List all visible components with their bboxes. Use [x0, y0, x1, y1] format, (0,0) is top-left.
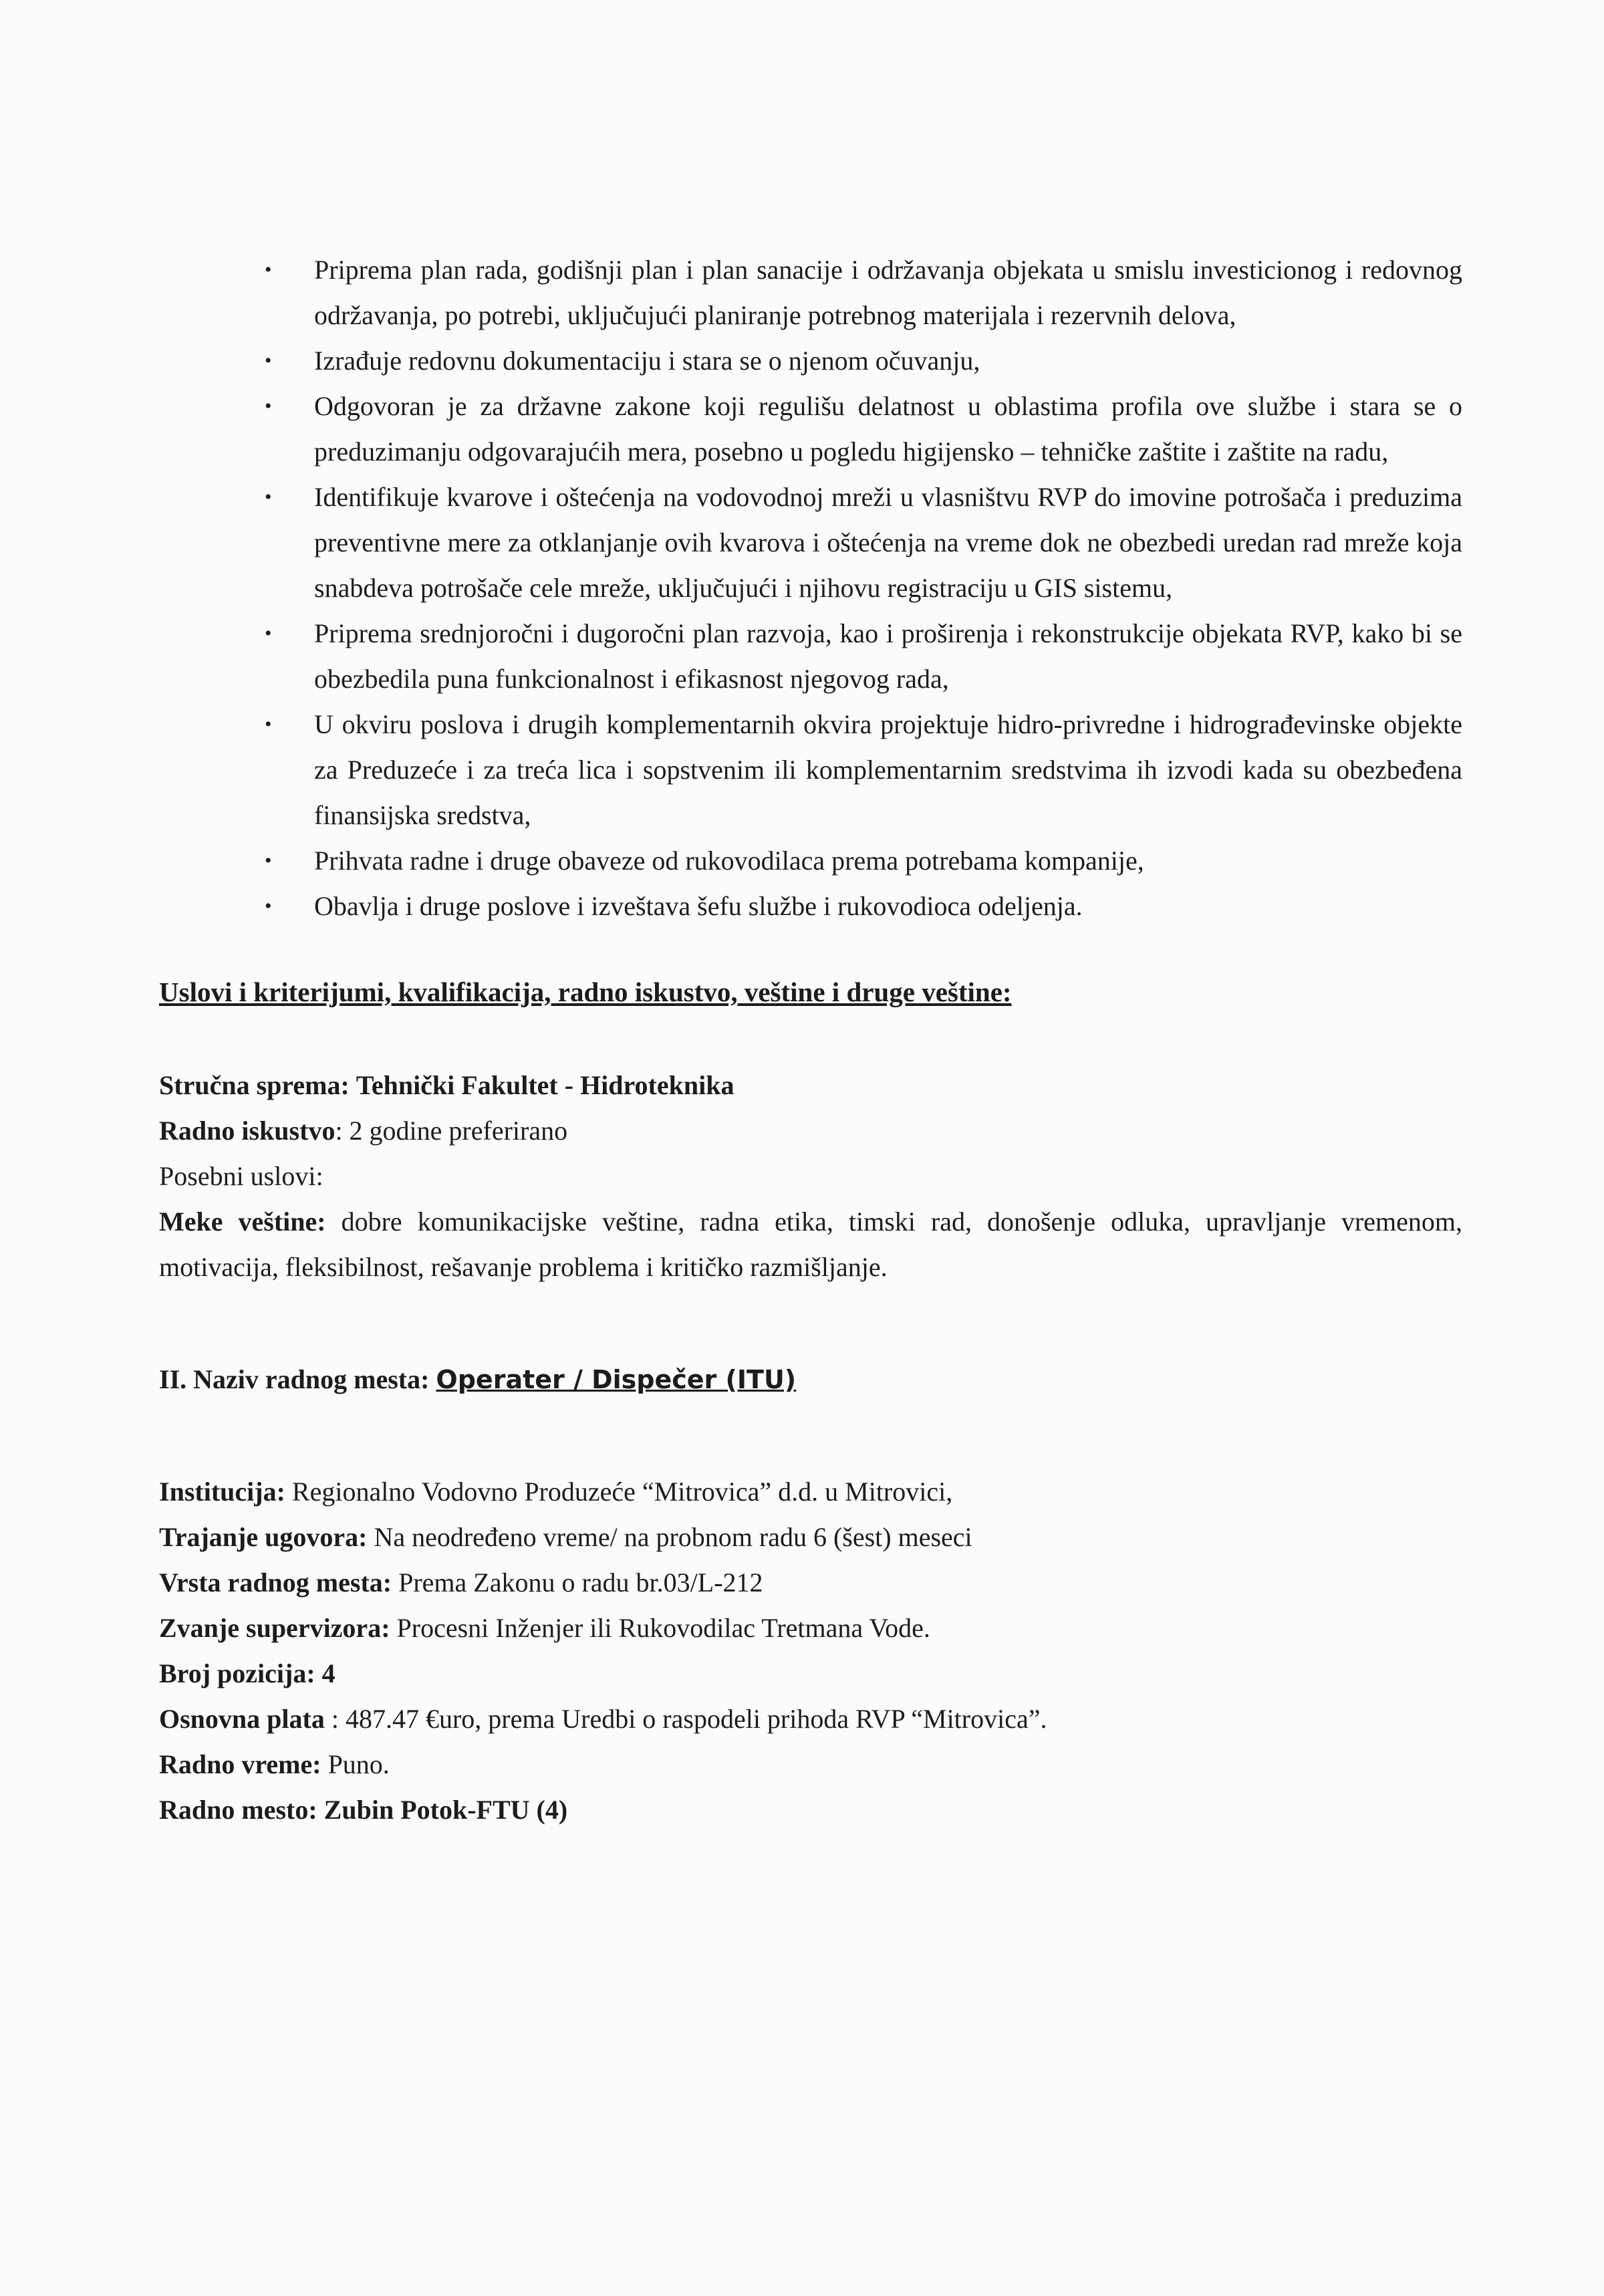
- positions-count-label: Broj pozicija: 4: [159, 1658, 336, 1688]
- list-item: [159, 338, 1462, 384]
- list-item: [159, 702, 1462, 838]
- bullet-icon: •: [265, 713, 272, 735]
- bullet-icon: •: [265, 395, 272, 417]
- education-label: Stručna sprema:: [159, 1070, 350, 1100]
- bullet-icon: •: [265, 850, 272, 872]
- bullet-icon: •: [265, 895, 272, 917]
- supervisor-line: [159, 1606, 1462, 1651]
- salary-line: [159, 1696, 1462, 1742]
- working-hours-label: Radno vreme:: [159, 1749, 321, 1779]
- duties-list: [159, 247, 1462, 929]
- duty-text: Izrađuje redovnu dokumentaciju i stara se o njenom očuvanju,: [314, 346, 980, 376]
- list-item: [159, 384, 1462, 475]
- supervisor-label: Zvanje supervizora:: [159, 1613, 390, 1643]
- salary-value: : 487.47 €uro, prema Uredbi o raspodeli prihoda RVP “Mitrovica”.: [331, 1704, 1047, 1734]
- bullet-icon: •: [265, 486, 272, 508]
- working-hours-value: Puno.: [327, 1749, 390, 1779]
- duty-text: Priprema plan rada, godišnji plan i plan sanacije i održavanja objekata u smislu investicionog i redovnog održavanja, po potrebi, uključujući planiranje potrebnog materijala i rezervnih delova,: [314, 255, 1462, 330]
- duty-text: Priprema srednjoročni i dugoročni plan razvoja, kao i proširenja i rekonstrukcije objekata RVP, kako bi se obezbedila puna funkcionalnost i efikasnost njegovog rada,: [314, 618, 1462, 694]
- position-title-line: [159, 1357, 1462, 1402]
- supervisor-value: Procesni Inženjer ili Rukovodilac Tretmana Vode.: [396, 1613, 930, 1643]
- work-location-label: Radno mesto: [159, 1795, 309, 1825]
- bullet-icon: •: [265, 259, 272, 281]
- positions-count-line: [159, 1651, 1462, 1696]
- job-type-label: Vrsta radnog mesta:: [159, 1567, 392, 1598]
- experience-label: Radno iskustvo: [159, 1116, 336, 1146]
- position-value: Operater / Dispečer (ITU): [436, 1365, 797, 1394]
- work-location-value: : Zubin Potok-FTU (4): [308, 1795, 568, 1825]
- list-item: [159, 838, 1462, 884]
- contract-value: Na neodređeno vreme/ na probnom radu 6 (šest) meseci: [374, 1522, 972, 1552]
- special-conditions-label: Posebni uslovi:: [159, 1161, 323, 1191]
- duty-text: Odgovoran je za državne zakone koji regulišu delatnost u oblastima profila ove službe i stara se o preduzimanju odgovarajućih mera, posebno u pogledu higijensko – tehničke zaštite i zaštite na radu,: [314, 391, 1462, 467]
- list-item: [159, 475, 1462, 611]
- job-details-block: [159, 1469, 1462, 1833]
- duty-text: Identifikuje kvarove i oštećenja na vodovodnoj mreži u vlasništvu RVP do imovine potrošača i preduzima preventivne mere za otklanjanje ovih kvarova i oštećenja na vreme dok ne obezbedi uredan rad mreže koja snabdeva potrošače cele mreže, uključujući i njihovu registraciju u GIS sistemu,: [314, 482, 1462, 603]
- job-type-line: [159, 1560, 1462, 1606]
- education-line: [159, 1063, 1462, 1108]
- duty-text: U okviru poslova i drugih komplementarnih okvira projektuje hidro-privredne i hidrograđevinske objekte za Preduzeće i za treća lica i sopstvenim ili komplementarnim sredstvima ih izvodi kada su obezbeđena finansijska sredstva,: [314, 709, 1462, 830]
- duty-text: Obavlja i druge poslove i izveštava šefu službe i rukovodioca odeljenja.: [314, 891, 1083, 921]
- experience-value: : 2 godine preferirano: [335, 1116, 568, 1146]
- list-item: [159, 884, 1462, 929]
- work-location-line: [159, 1787, 1462, 1833]
- special-conditions-line: [159, 1154, 1462, 1199]
- education-value: Tehnički Fakultet - Hidroteknika: [356, 1070, 734, 1100]
- bullet-icon: •: [265, 350, 272, 372]
- soft-skills-value: dobre komunikacijske veštine, radna etika, timski rad, donošenje odluka, upravljanje vremenom, motivacija, fleksibilnost, rešavanje problema i kritičko razmišljanje.: [159, 1206, 1463, 1282]
- soft-skills-label: Meke veštine:: [159, 1206, 326, 1237]
- bullet-icon: •: [265, 622, 272, 644]
- position-label: II. Naziv radnog mesta:: [159, 1364, 430, 1394]
- contract-line: [159, 1515, 1462, 1560]
- document-page: [159, 247, 1462, 1833]
- salary-label: Osnovna plata: [159, 1704, 325, 1734]
- experience-line: [159, 1108, 1462, 1154]
- working-hours-line: [159, 1742, 1462, 1787]
- conditions-block: [159, 1063, 1462, 1290]
- job-type-value: Prema Zakonu o radu br.03/L-212: [398, 1567, 763, 1598]
- institution-label: Institucija:: [159, 1477, 285, 1507]
- duty-text: Prihvata radne i druge obaveze od rukovodilaca prema potrebama kompanije,: [314, 846, 1144, 876]
- conditions-heading: Uslovi i kriterijumi, kvalifikacija, radno iskustvo, veštine i druge veštine:: [159, 977, 1012, 1007]
- contract-label: Trajanje ugovora:: [159, 1522, 368, 1552]
- soft-skills-line: [159, 1199, 1462, 1290]
- list-item: [159, 247, 1462, 338]
- institution-value: Regionalno Vodovno Produzeće “Mitrovica” d.d. u Mitrovici,: [291, 1477, 953, 1507]
- institution-line: [159, 1469, 1462, 1515]
- list-item: [159, 611, 1462, 702]
